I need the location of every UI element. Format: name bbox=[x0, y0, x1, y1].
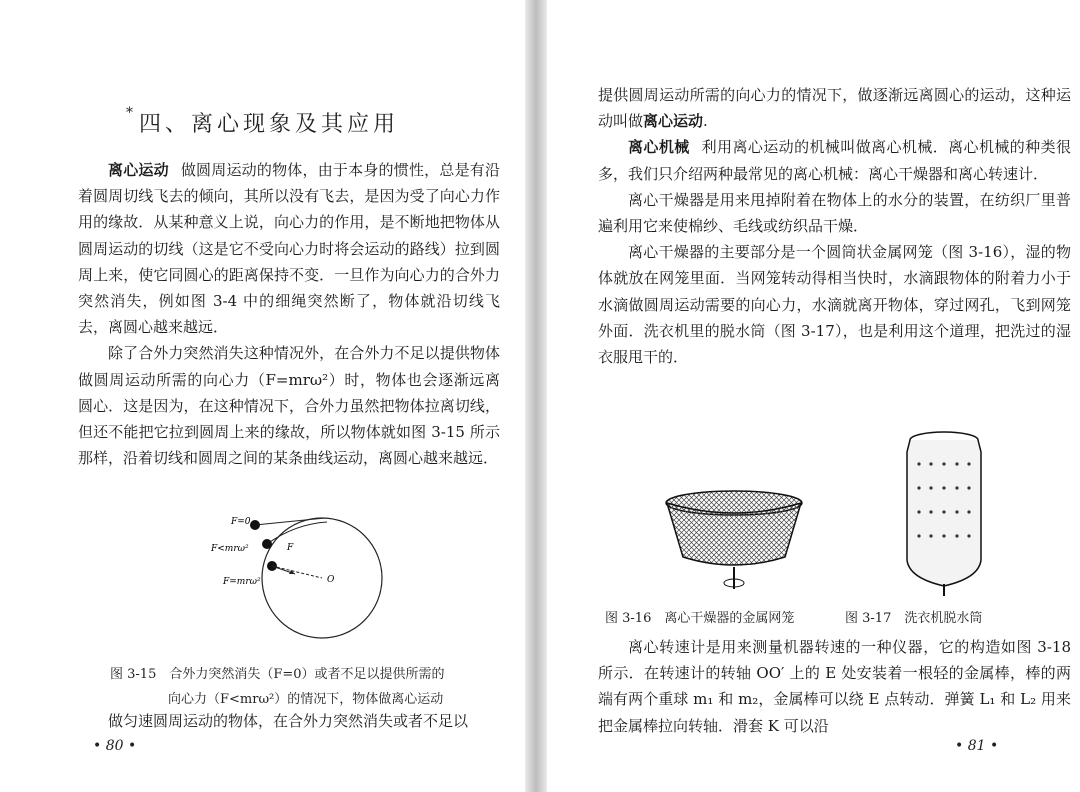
right-text-block-2 bbox=[598, 634, 1071, 739]
book-gutter bbox=[525, 0, 547, 792]
label-f-zero: F=0 bbox=[231, 517, 251, 527]
right-page bbox=[547, 0, 1080, 792]
figure-3-17-spin-tub bbox=[899, 428, 989, 598]
paragraph-continued: 提供圆周运动所需的向心力的情况下，做逐渐远离圆心的运动，这种运动叫做离心运动. bbox=[598, 86, 1071, 131]
radius-dashed bbox=[272, 566, 322, 578]
label-center: O bbox=[327, 575, 335, 585]
caption-figure-3-17: 图 3-17 洗衣机脱水筒 bbox=[845, 611, 983, 626]
paragraph-dryer-structure: 离心干燥器的主要部分是一个圆筒状金属网笼（图 3-16），湿的物体就放在网笼里面．当网笼转动得相当快时，水滴跟物体的附着力小于水滴做圆周运动需要的向心力，水滴就离开物体，穿过网孔，飞到网笼外面．洗衣机里的脱水筒（图 3-17），也是利用这个道理，把洗过的湿衣服甩干的． bbox=[598, 243, 1071, 367]
page-number-right: • 81 • bbox=[955, 738, 999, 754]
page-number-left: • 80 • bbox=[93, 738, 137, 754]
ball-middle bbox=[262, 539, 272, 549]
label-force: F bbox=[287, 543, 294, 553]
paragraph-uniform-motion: 做匀速圆周运动的物体，在合外力突然消失或者不足以 bbox=[108, 712, 469, 730]
caption-figure-3-16: 图 3-16 离心干燥器的金属网笼 bbox=[605, 611, 795, 626]
label-f-equal: F=mrω² bbox=[223, 577, 261, 587]
paragraph-centrifugal-machines: 离心机械 利用离心运动的机械叫做离心机械．离心机械的种类很多，我们只介绍两种最常见的离心机械：离心干燥器和离心转速计． bbox=[598, 138, 1071, 183]
left-text-block-1 bbox=[78, 157, 500, 471]
spiral-path bbox=[267, 522, 327, 544]
term-centrifugal-motion: 离心运动 bbox=[108, 161, 169, 179]
basket-body bbox=[667, 503, 801, 565]
ball-top bbox=[250, 520, 260, 530]
caption-figure-3-15: 图 3-15 合外力突然消失（F=0）或者不足以提供所需的 向心力（F<mrω²）的情况下，物体做离心运动 bbox=[110, 667, 445, 707]
left-text-block-2 bbox=[78, 708, 500, 734]
paragraph-tachometer: 离心转速计是用来测量机器转速的一种仪器，它的构造如图 3-18 所示．在转速计的转轴 OO′ 上的 E 处安装着一根轻的金属棒，棒的两端有两个重球 m₁ 和 m₂，金属棒可以绕 E 点转动．弹簧 L₁ 和 L₂ 用来把金属棒拉向转轴．滑套 K 可以沿 bbox=[598, 638, 1071, 735]
paragraph-insufficient-force: 除了合外力突然消失这种情况外，在合外力不足以提供物体做圆周运动所需的向心力（F=mrω²）时，物体也会逐渐远离圆心．这是因为，在这种情况下，合外力虽然把物体拉离切线，但还不能把它拉到圆周上来的缘故，所以物体就如图 3-15 所示那样，沿着切线和圆周之间的某条曲线运动，离圆心越来越远． bbox=[78, 344, 500, 468]
right-text-block-1 bbox=[598, 82, 1071, 370]
term-centrifugal-machines: 离心机械 bbox=[628, 138, 690, 157]
figure-3-15-diagram bbox=[205, 512, 390, 652]
label-f-less: F<mrω² bbox=[211, 544, 249, 554]
paragraph-centrifugal-motion: 离心运动 做圆周运动的物体，由于本身的惯性，总是有沿着圆周切线飞去的倾向，其所以没有飞去，是因为受了向心力作用的缘故．从某种意义上说，向心力的作用，是不断地把物体从圆周运动的切线（这是它不受向心力时将会运动的路线）拉到圆周上来，使它同圆心的距离保持不变．一旦作为向心力的合外力突然消失，例如图 3-4 中的细绳突然断了，物体就沿切线飞去，离圆心越来越远． bbox=[78, 161, 500, 337]
section-title: *四、离心现象及其应用 bbox=[125, 105, 399, 137]
left-page bbox=[0, 0, 525, 792]
optional-section-marker: * bbox=[125, 105, 137, 121]
figure-3-16-dryer-basket bbox=[659, 485, 809, 595]
paragraph-dryer-definition: 离心干燥器是用来甩掉附着在物体上的水分的装置，在纺织厂里普遍利用它来使棉纱、毛线或纺织品干燥． bbox=[598, 190, 1071, 236]
